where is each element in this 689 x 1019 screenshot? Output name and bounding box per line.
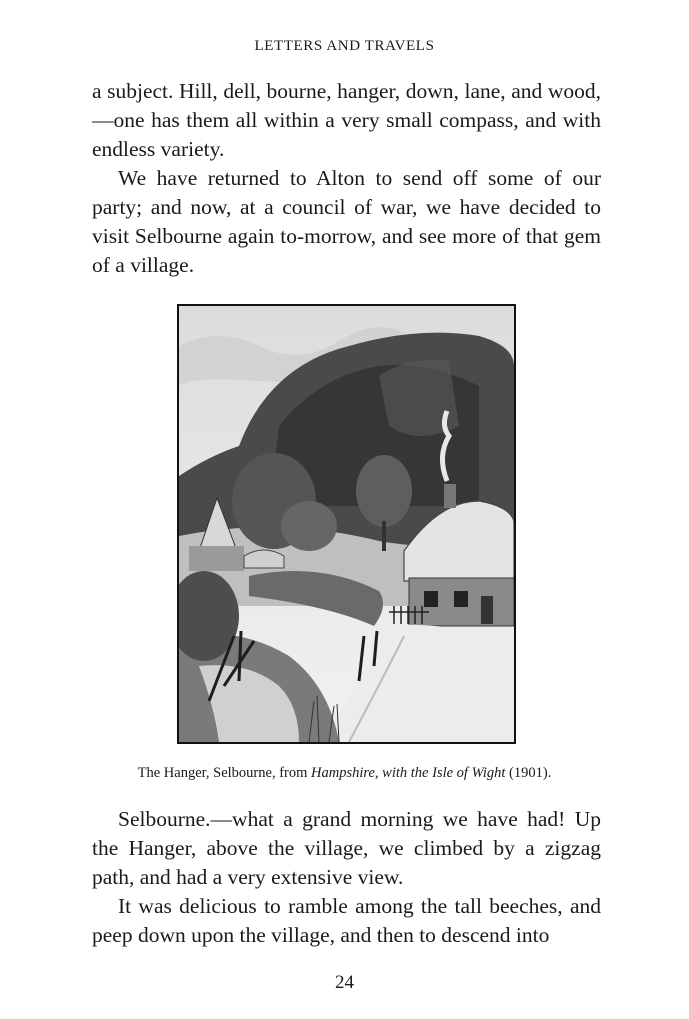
caption-prefix: The Hanger, Selbourne, from xyxy=(137,765,312,781)
paragraph-4: It was delicious to ramble among the tall beeches, and peep down upon the village, and then to descend into xyxy=(92,894,601,947)
caption-book-title: Hampshire, with the Isle of Wight xyxy=(311,765,506,781)
page-number: 24 xyxy=(335,972,354,993)
hanger-illustration xyxy=(177,304,516,744)
running-head: LETTERS AND TRAVELS xyxy=(254,38,435,54)
figure-caption xyxy=(0,765,689,782)
paragraph-2: We have returned to Alton to send off some of our party; and now, at a council of war, we have decided to visit Selbourne again to-morrow, and see more of that gem of a village. xyxy=(92,166,601,277)
paragraph-3: Selbourne.—what a grand morning we have had! Up the Hanger, above the village, we climbed by a zigzag path, and had a very extensive view. xyxy=(92,807,601,889)
paragraph-1: a subject. Hill, dell, bourne, hanger, down, lane, and wood,—one has them all within a very small compass, and with endless variety. xyxy=(92,79,601,161)
caption-suffix: (1901). xyxy=(505,765,552,781)
engraving-artwork xyxy=(179,306,514,742)
